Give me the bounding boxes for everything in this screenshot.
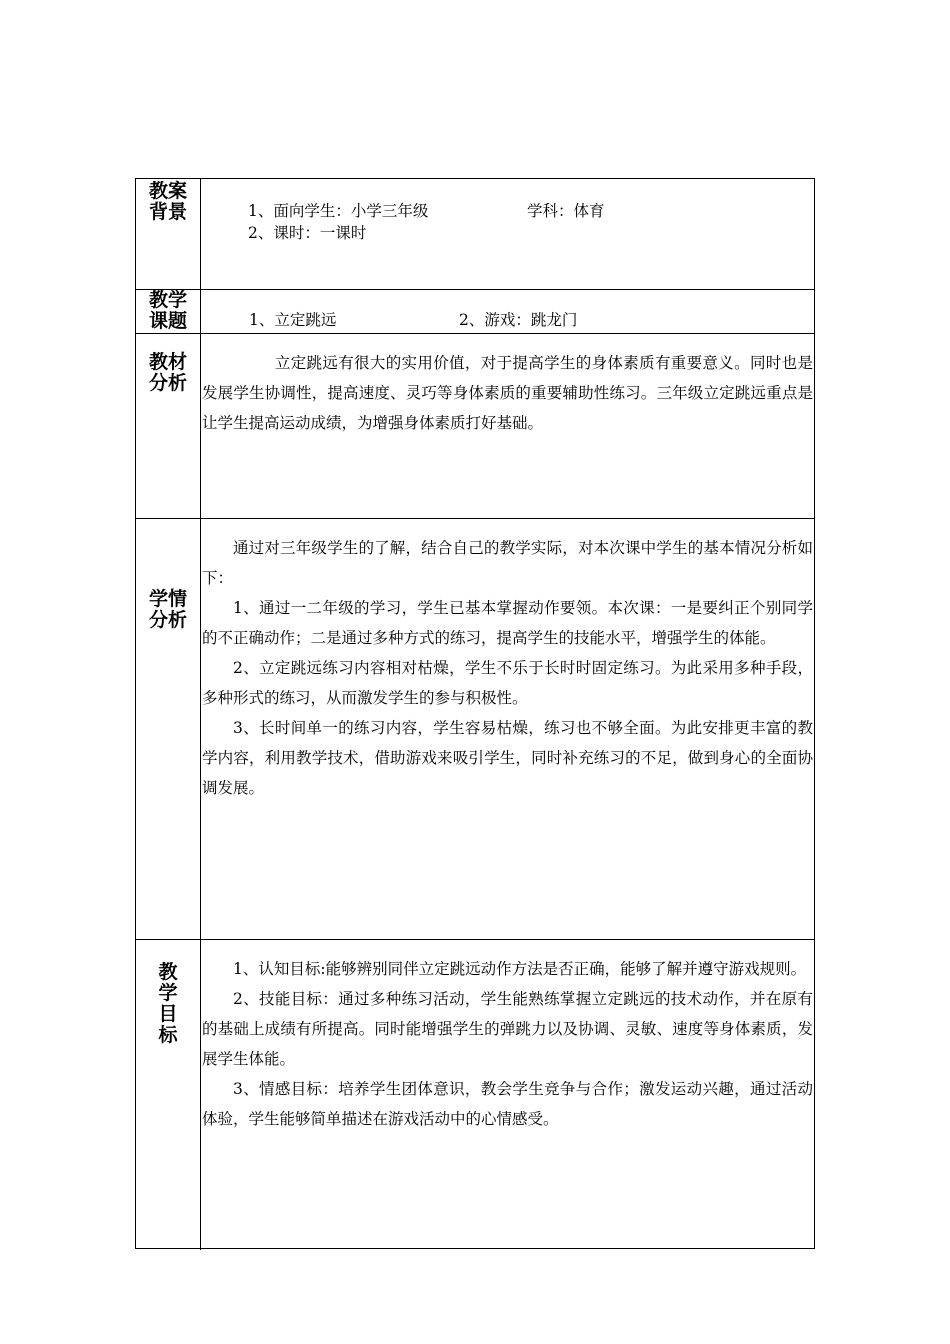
label-material: 教材 分析 [136, 334, 201, 518]
material-paragraph: 立定跳远有很大的实用价值，对于提高学生的身体素质有重要意义。同时也是发展学生协调性，提高速度、灵巧等身体素质的重要辅助性练习。三年级立定跳远重点是让学生提高运动成绩，为增强身体素质打好基础。 [202, 354, 813, 432]
goal-emotional: 3、情感目标：培养学生团体意识，教会学生竞争与合作；激发运动兴趣，通过活动体验，学生能够简单描述在游戏活动中的心情感受。 [202, 1080, 813, 1128]
lesson-plan-table [135, 178, 815, 1249]
topic-content [201, 290, 814, 333]
goal-skill: 2、技能目标：通过多种练习活动，学生能熟练掌握立定跳远的技术动作，并在原有的基础上成绩有所提高。同时能增强学生的弹跳力以及协调、灵敏、速度等身体素质，发展学生体能。 [202, 990, 813, 1068]
label-background: 教案 背景 [136, 179, 201, 289]
background-content [201, 179, 814, 289]
label-students: 学情 分析 [136, 519, 201, 939]
students-paragraph-3: 3、长时间单一的练习内容，学生容易枯燥，练习也不够全面。为此安排更丰富的教学内容，利用教学技术，借助游戏来吸引学生，同时补充练习的不足，做到身心的全面协调发展。 [202, 719, 813, 797]
topic-item-2: 2、游戏：跳龙门 [459, 311, 578, 329]
students-content [201, 519, 814, 939]
row-material [136, 334, 814, 519]
goals-content [201, 940, 814, 1250]
label-goals: 教 学 目 标 [136, 940, 201, 1250]
row-topic [136, 290, 814, 334]
row-students [136, 519, 814, 940]
row-background [136, 179, 814, 290]
row-goals [136, 940, 814, 1250]
material-content [201, 334, 814, 518]
subject: 学科：体育 [527, 202, 605, 220]
target-students: 1、面向学生：小学三年级 [248, 202, 429, 220]
students-paragraph-intro: 通过对三年级学生的了解，结合自己的教学实际，对本次课中学生的基本情况分析如下： [202, 539, 813, 587]
topic-item-1: 1、立定跳远 [249, 311, 337, 329]
goal-cognitive: 1、认知目标:能够辨别同伴立定跳远动作方法是否正确，能够了解并遵守游戏规则。 [233, 960, 807, 978]
label-topic: 教学 课题 [136, 290, 201, 333]
students-paragraph-1: 1、通过一二年级的学习，学生已基本掌握动作要领。本次课：一是要纠正个别同学的不正确动作；二是通过多种方式的练习，提高学生的技能水平，增强学生的体能。 [202, 599, 813, 647]
class-hours: 2、课时：一课时 [248, 224, 367, 242]
students-paragraph-2: 2、立定跳远练习内容相对枯燥，学生不乐于长时时固定练习。为此采用多种手段，多种形式的练习，从而激发学生的参与积极性。 [202, 659, 813, 707]
